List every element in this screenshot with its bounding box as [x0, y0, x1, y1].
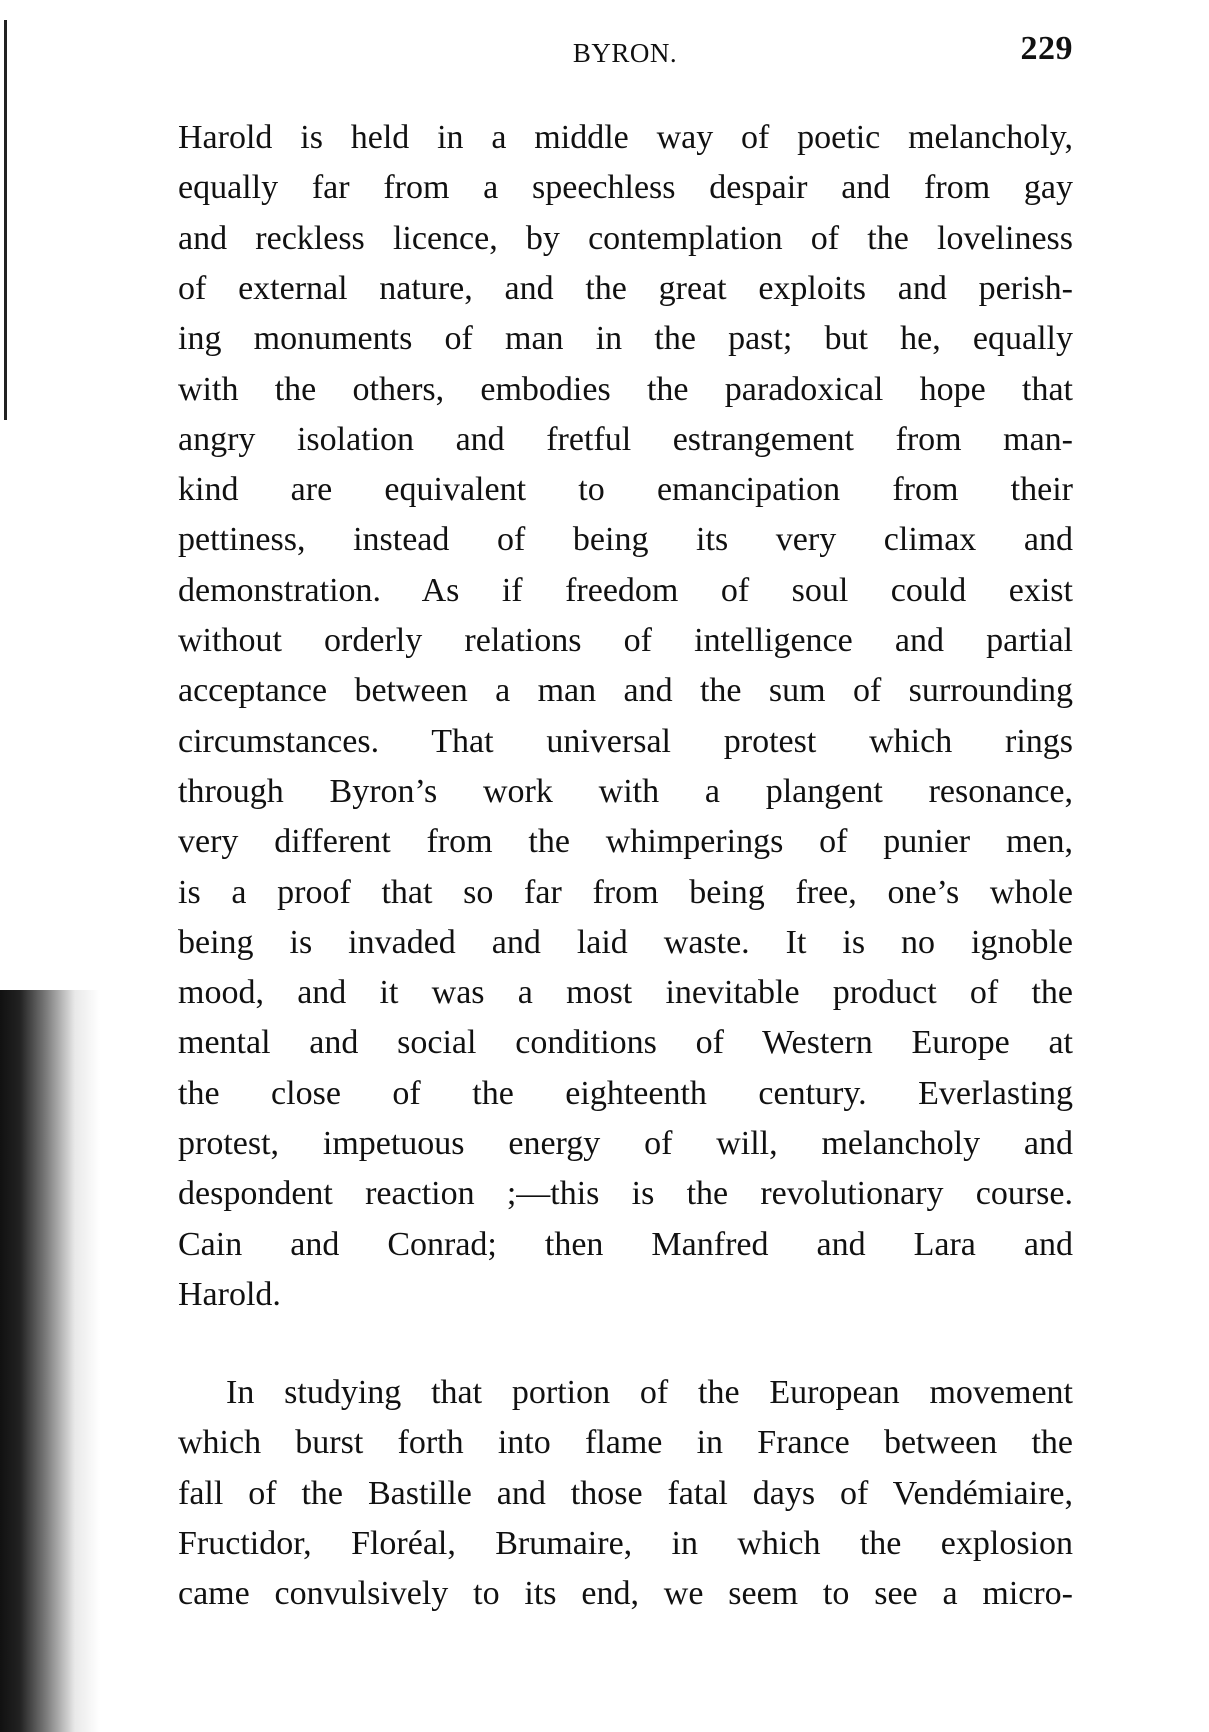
text-line: equally far from a speechless despair and from gay — [178, 169, 1073, 207]
text-line: demonstration. As if freedom of soul could exist — [178, 571, 1073, 609]
binding-shadow — [0, 990, 100, 1732]
text-line: angry isolation and fretful estrangement from man- — [178, 420, 1073, 458]
text-line: very different from the whimperings of punier men, — [178, 823, 1073, 861]
text-line: the close of the eighteenth century. Everlasting — [178, 1074, 1073, 1112]
page-number: 229 — [1020, 30, 1073, 67]
text-line: ing monuments of man in the past; but he, equally — [178, 320, 1073, 358]
text-line: fall of the Bastille and those fatal days of Vendémiaire, — [178, 1474, 1073, 1512]
text-line: and reckless licence, by contemplation of the loveliness — [178, 219, 1073, 257]
text-line: is a proof that so far from being free, one’s whole — [178, 873, 1073, 911]
text-line: kind are equivalent to emancipation from their — [178, 471, 1073, 509]
text-line: mood, and it was a most inevitable product of the — [178, 974, 1073, 1012]
text-line: circumstances. That universal protest which rings — [178, 722, 1073, 760]
text-line: Fructidor, Floréal, Brumaire, in which the explosion — [178, 1524, 1073, 1562]
text-line: In studying that portion of the European movement — [226, 1374, 1073, 1411]
text-line: with the others, embodies the paradoxical hope that — [178, 370, 1073, 408]
text-line: mental and social conditions of Western Europe at — [178, 1024, 1073, 1062]
text-line: Harold. — [178, 1275, 281, 1313]
text-line: Harold is held in a middle way of poetic melancholy, — [178, 119, 1073, 156]
text-line: being is invaded and laid waste. It is no ignoble — [178, 923, 1073, 961]
text-line: pettiness, instead of being its very climax and — [178, 521, 1073, 559]
text-line: came convulsively to its end, we seem to see a micro- — [178, 1575, 1073, 1613]
text-line: acceptance between a man and the sum of surrounding — [178, 672, 1073, 710]
text-line: which burst forth into flame in France between the — [178, 1424, 1073, 1462]
page-edge-line — [4, 20, 7, 420]
text-line: protest, impetuous energy of will, melancholy and — [178, 1125, 1073, 1162]
text-line: without orderly relations of intelligence and partial — [178, 622, 1073, 659]
text-line: of external nature, and the great exploits and perish- — [178, 269, 1073, 307]
text-line: Cain and Conrad; then Manfred and Lara and — [178, 1225, 1073, 1263]
text-line: despondent reaction ;—this is the revolutionary course. — [178, 1175, 1073, 1213]
text-line: through Byron’s work with a plangent resonance, — [178, 772, 1073, 810]
running-head-title: BYRON. — [572, 38, 678, 68]
